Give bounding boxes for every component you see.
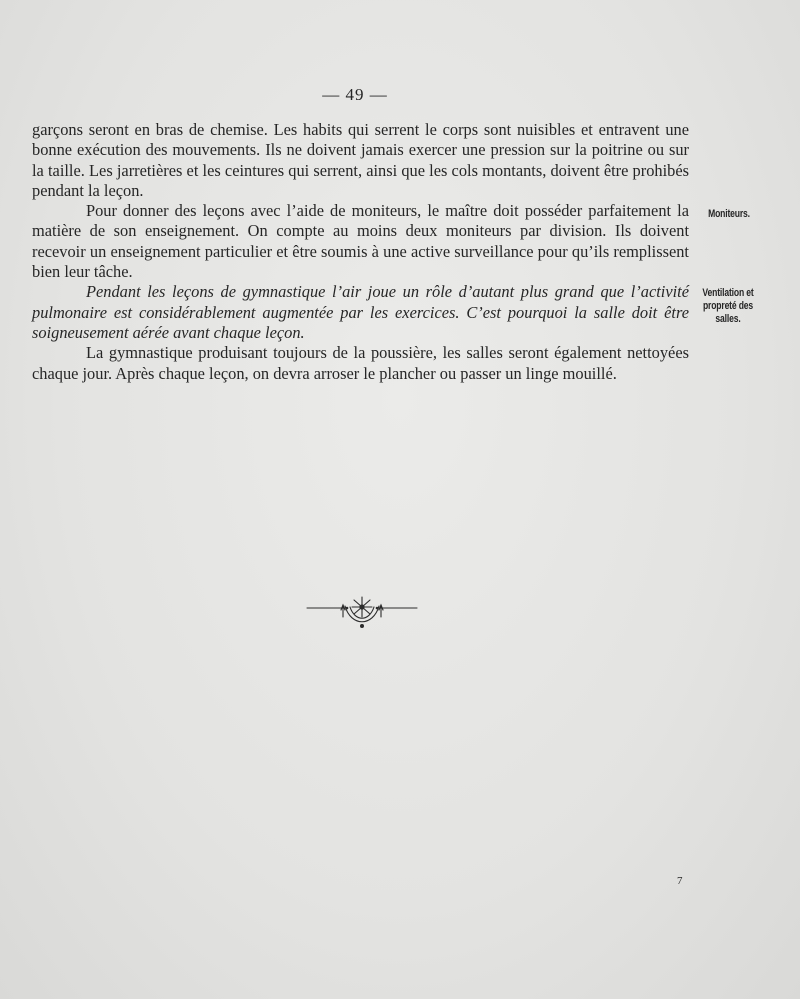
paragraph-clothing: garçons seront en bras de chemise. Les habits qui serrent le corps sont nuisibles et entravent une bonne exécution des mouvements. Ils ne doivent jamais exercer une pression sur la poitrine ou sur la taille. Les jarretières et les ceintures qui serrent, ainsi que les cols montants, doivent être prohibés pendant la leçon. xyxy=(32,120,689,200)
page-number: — 49 — xyxy=(322,85,388,104)
signature-mark: 7 xyxy=(677,875,683,887)
paragraph-monitors: Pour donner des leçons avec l’aide de moniteurs, le maître doit posséder parfaitement la matière de son enseignement. On compte au moins deux moniteurs par division. Ils doivent recevoir un enseignement particulier et être soumis à une active surveillance pour qu’ils remplissent bien leur tâche. xyxy=(32,201,689,282)
paragraph-air: Pendant les leçons de gymnastique l’air joue un rôle d’autant plus grand que l’activité pulmonaire est considérablement augmentée par les exercices. C’est pourquoi la salle doit être soigneusement aérée avant chaque leçon. xyxy=(32,282,689,342)
paragraph-cleaning: La gymnastique produisant toujours de la poussière, les salles seront également nettoyées chaque jour. Après chaque leçon, on devra arroser le plancher ou passer un linge mouillé. xyxy=(32,343,689,383)
body-text xyxy=(32,120,689,384)
decorative-fleuron-icon xyxy=(305,593,419,637)
margin-note-moniteurs: Moniteurs. xyxy=(708,208,750,220)
margin-note-ventilation: Ventilation et propreté des salles. xyxy=(702,287,754,325)
